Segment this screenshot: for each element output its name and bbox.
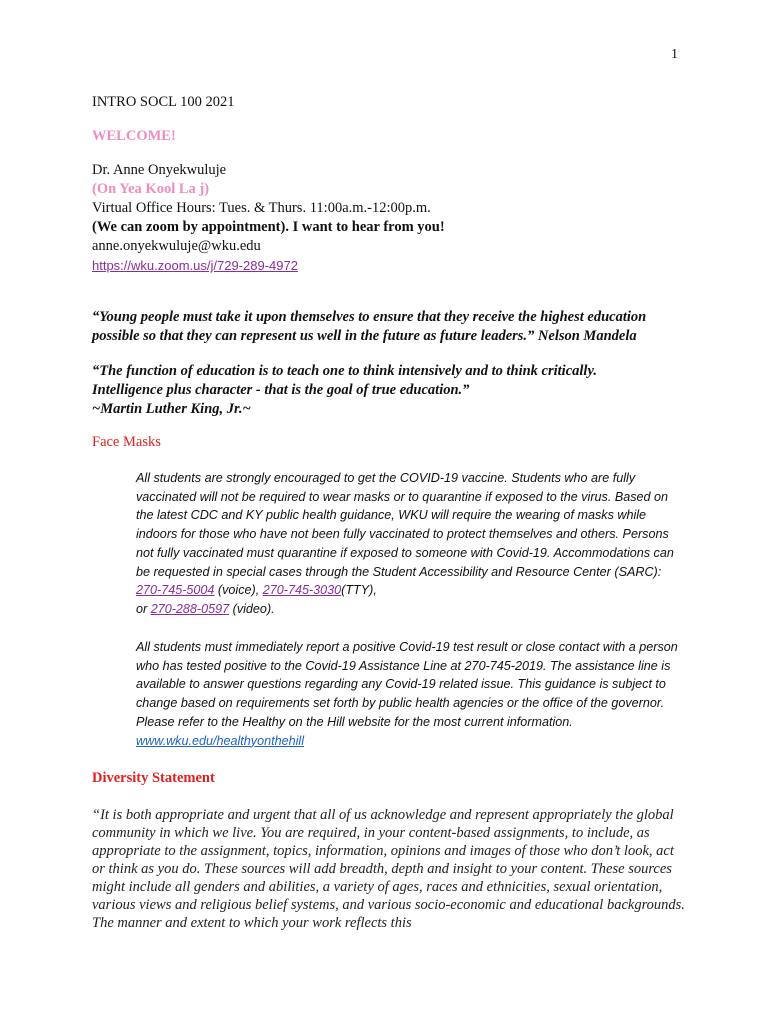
king-quote-author: ~Martin Luther King, Jr.~ [92, 401, 251, 417]
voice-label: (voice), [214, 583, 263, 598]
mandela-quote: “Young people must take it upon themselves to ensure that they receive the highest education possible so that they can represent us well in the future as future leaders.” Nelson Mandela [92, 309, 647, 344]
video-label: (video). [229, 601, 275, 616]
video-phone-link[interactable]: 270-288-0597 [150, 601, 230, 616]
healthy-on-the-hill-link[interactable]: www.wku.edu/healthyonthehill [136, 733, 305, 748]
or-label: or [136, 601, 151, 616]
face-masks-policy-text: All students are strongly encouraged to get the COVID-19 vaccine. Students who are fully vaccinated will not be required to wear masks or to quarantine if exposed to the virus. Based on the latest CDC and KY public health guidance, WKU will require the wearing of masks while indoors for those who have not been fully vaccinated to protect themselves and others. Persons not fully vaccinated must quarantine if exposed to someone with Covid-19. Accommodations can be requested in special cases through the Student Accessibility and Resource Center (SARC): [136, 471, 674, 579]
page-number: 1 [671, 47, 678, 62]
office-hours: Virtual Office Hours: Tues. & Thurs. 11:00a.m.-12:00p.m. [92, 200, 431, 216]
diversity-heading: Diversity Statement [92, 770, 215, 786]
king-quote-line-1: “The function of education is to teach one to think intensively and to think critically. [92, 363, 597, 379]
king-quote-line-2: Intelligence plus character - that is the goal of true education.” [92, 382, 470, 398]
face-masks-heading: Face Masks [92, 434, 161, 450]
tty-phone-link[interactable]: 270-745-3030 [262, 583, 342, 598]
face-masks-paragraph-1 [136, 469, 684, 619]
zoom-link[interactable]: https://wku.zoom.us/j/729-289-4972 [92, 258, 298, 273]
name-pronunciation: (On Yea Kool La j) [92, 181, 210, 197]
face-masks-paragraph-2 [136, 638, 684, 750]
instructor-email: anne.onyekwuluje@wku.edu [92, 238, 261, 254]
tty-label: (TTY), [341, 583, 377, 598]
appointment-note: (We can zoom by appointment). I want to hear from you! [92, 219, 445, 235]
king-quote [92, 362, 682, 419]
diversity-statement: “It is both appropriate and urgent that all of us acknowledge and represent appropriately the global community in which we live. You are required, in your content-based assignments, to include, as appropriate to the assignment, topics, information, opinions and images of those who don’t look, act or think as you do. These sources will add breadth, depth and insight to your content. These sources might include all genders and abilities, a variety of ages, races and ethnicities, sexual orientation, various views and religious belief systems, and various socio-economic and educational backgrounds. The manner and extent to which your work reflects this [92, 807, 685, 931]
course-title: INTRO SOCL 100 2021 [92, 94, 235, 110]
welcome-heading: WELCOME! [92, 128, 176, 144]
course-header [92, 93, 692, 276]
covid-reporting-text: All students must immediately report a positive Covid-19 test result or close contact with a person who has tested positive to the Covid-19 Assistance Line at 270-745-2019. The assistance line is available to answer questions regarding any Covid-19 related issue. This guidance is subject to change based on requirements set forth by public health agencies or the office of the governor. Please refer to the Healthy on the Hill website for the most current information. [136, 640, 678, 729]
voice-phone-link[interactable]: 270-745-5004 [136, 583, 215, 598]
instructor-name: Dr. Anne Onyekwuluje [92, 162, 227, 178]
